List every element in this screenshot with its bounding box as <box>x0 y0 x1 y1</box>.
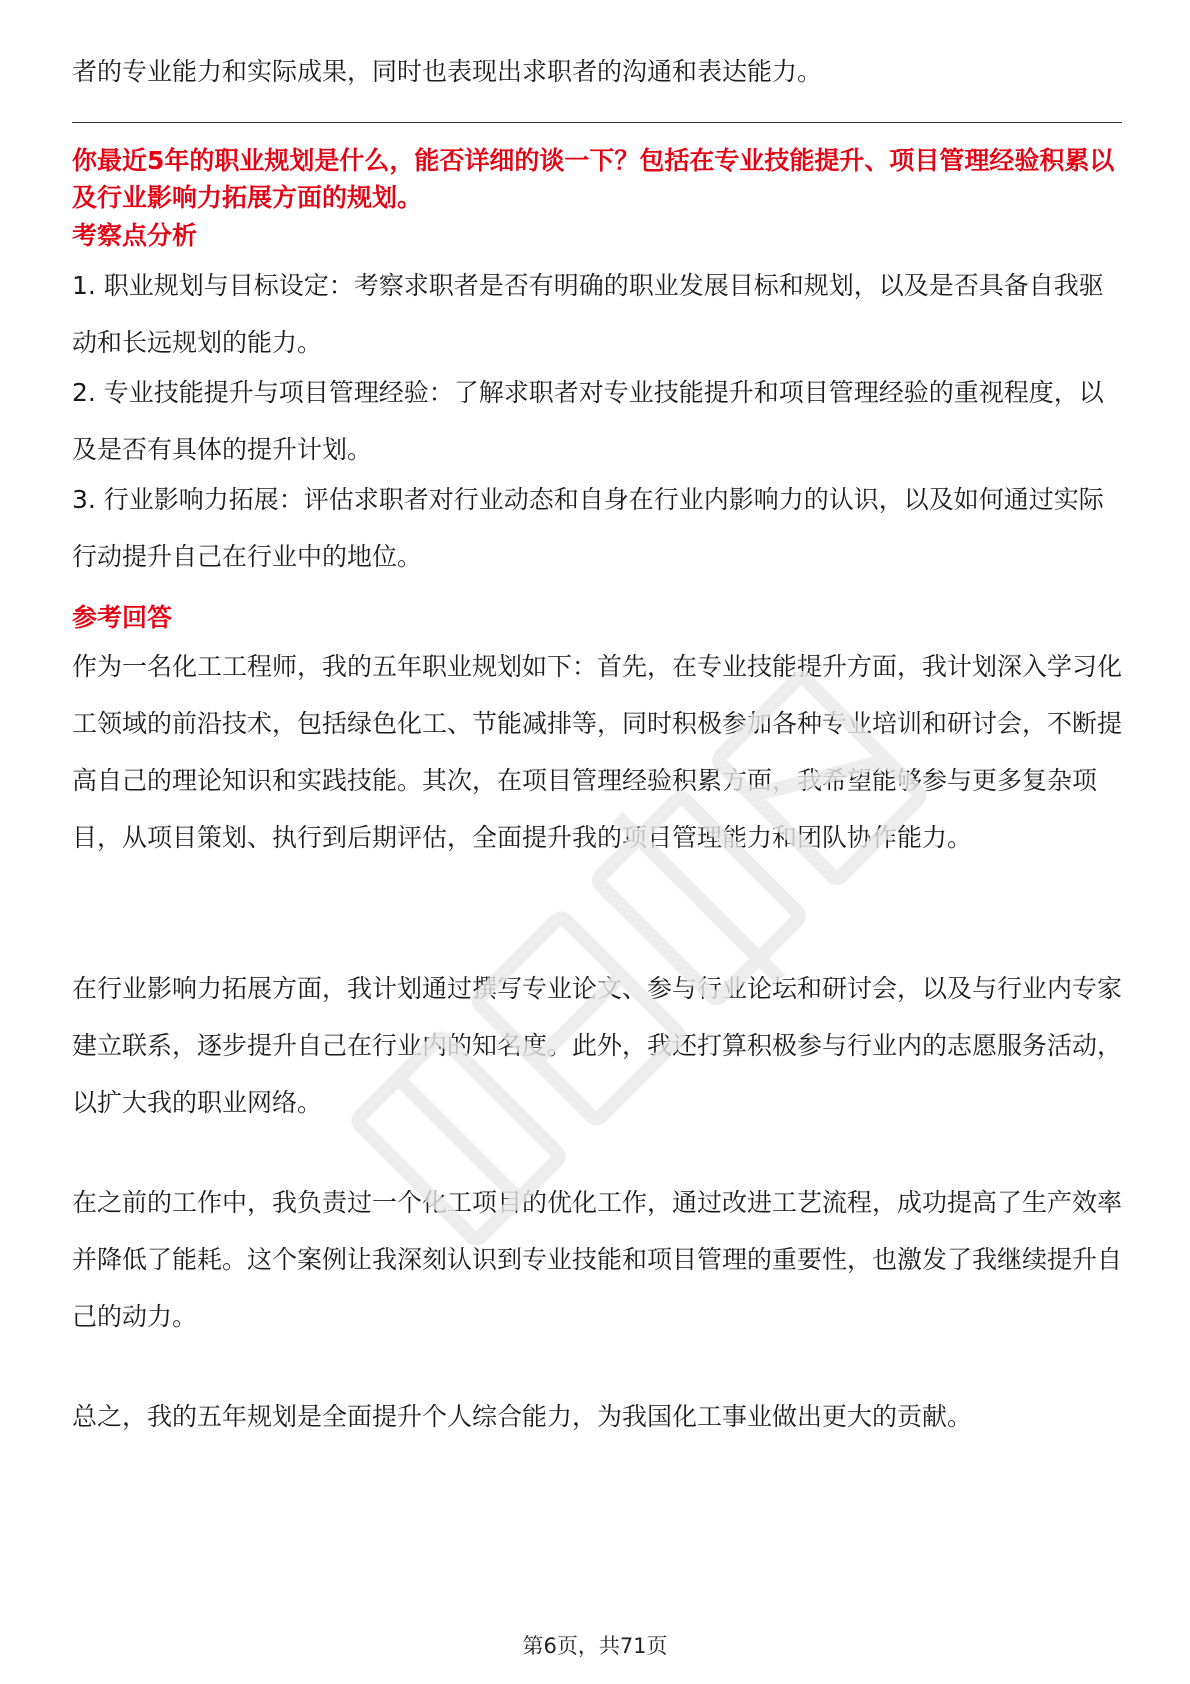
page-footer: 第6页，共71页 <box>522 1634 668 1658</box>
answer-paragraph-2: 在行业影响力拓展方面，我计划通过撰写专业论文、参与行业论坛和研讨会，以及与行业内专家建立联系，逐步提升自己在行业内的知名度。此外，我还打算积极参与行业内的志愿服务活动，以扩大我的职业网络。 <box>72 974 1123 1117</box>
answer-paragraph-3: 在之前的工作中，我负责过一个化工项目的优化工作，通过改进工艺流程，成功提高了生产效率并降低了能耗。这个案例让我深刻认识到专业技能和项目管理的重要性，也激发了我继续提升自己的动力。 <box>72 1188 1123 1331</box>
analysis-title: 考察点分析 <box>72 221 198 250</box>
answer-paragraph-1: 作为一名化工工程师，我的五年职业规划如下：首先，在专业技能提升方面，我计划深入学习化工领域的前沿技术，包括绿色化工、节能减排等，同时积极参加各种专业培训和研讨会，不断提高自己的理论知识和实践技能。其次，在项目管理经验积累方面，我希望能够参与更多复杂项目，从项目策划、执行到后期评估，全面提升我的项目管理能力和团队协作能力。 <box>72 652 1123 852</box>
intro-text: 者的专业能力和实际成果，同时也表现出求职者的沟通和表达能力。 <box>72 57 823 86</box>
divider <box>72 122 1122 123</box>
answer-paragraph-4: 总之，我的五年规划是全面提升个人综合能力，为我国化工事业做出更大的贡献。 <box>72 1402 973 1431</box>
analysis-item-2: 2. 专业技能提升与项目管理经验：了解求职者对专业技能提升和项目管理经验的重视程度，以及是否有具体的提升计划。 <box>72 378 1104 464</box>
analysis-item-1: 1. 职业规划与目标设定：考察求职者是否有明确的职业发展目标和规划，以及是否具备自我驱动和长远规划的能力。 <box>72 271 1104 357</box>
question-heading: 你最近5年的职业规划是什么，能否详细的谈一下？包括在专业技能提升、项目管理经验积累以及行业影响力拓展方面的规划。 <box>72 146 1115 212</box>
answer-title: 参考回答 <box>72 603 173 632</box>
analysis-item-3: 3. 行业影响力拓展：评估求职者对行业动态和自身在行业内影响力的认识，以及如何通过实际行动提升自己在行业中的地位。 <box>72 485 1104 571</box>
